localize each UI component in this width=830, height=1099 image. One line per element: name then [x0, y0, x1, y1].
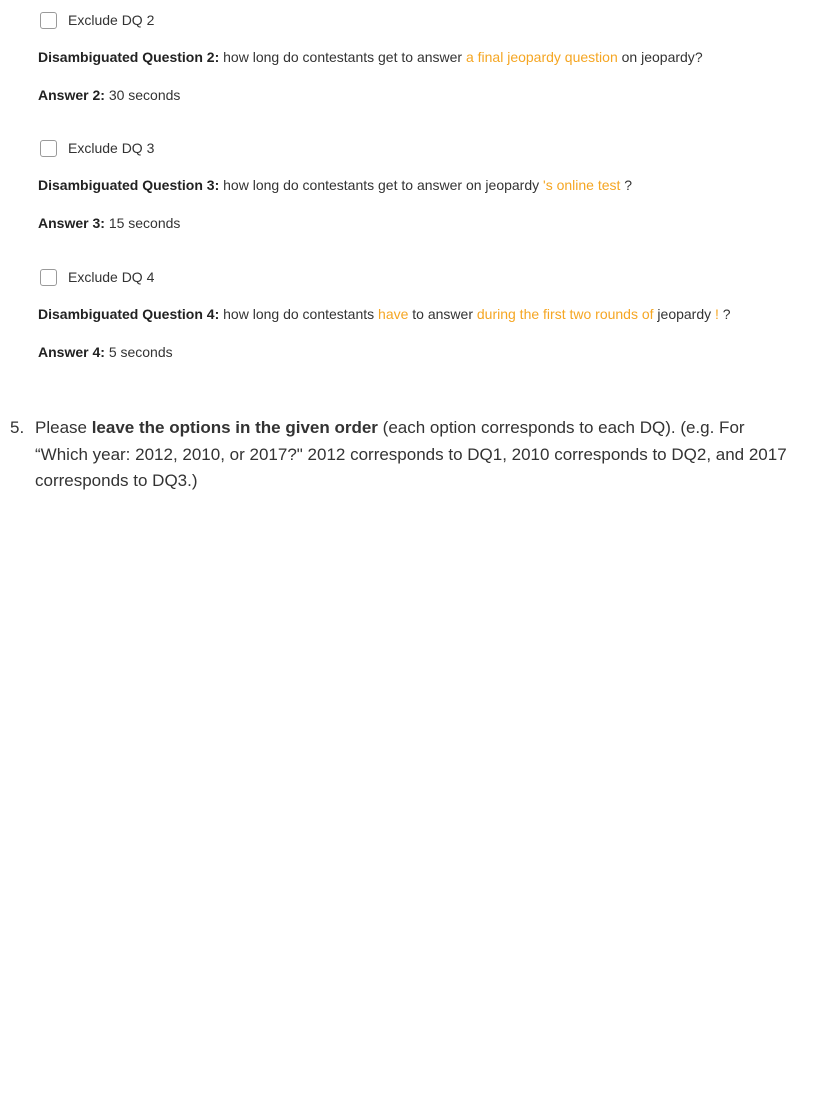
- question-4-part: ?: [722, 306, 731, 322]
- answer-3-value: 15 seconds: [108, 215, 181, 231]
- question-4-highlight: during the first two rounds of: [476, 306, 654, 322]
- question-4-part: to answer: [412, 306, 473, 322]
- question-3-highlight: 's online test: [543, 177, 621, 193]
- instruction-suffix: (each option corresponds to each DQ). (e.g. For “Which year: 2012, 2010, or 2017?" 2012 corresponds to DQ1, 2010 corresponds to DQ2, and 2017 corresponds to DQ3.): [35, 418, 787, 490]
- answer-4-label: Answer 4:: [38, 344, 105, 360]
- answer-2-label: Answer 2:: [38, 87, 105, 103]
- exclude-dq-3-option[interactable]: [38, 138, 154, 158]
- disambiguated-question-3: [38, 175, 632, 195]
- exclude-dq-3-checkbox[interactable]: [40, 140, 57, 157]
- question-4-part: how long do contestants: [223, 306, 375, 322]
- answer-4-value: 5 seconds: [108, 344, 173, 360]
- question-4-highlight: have: [378, 306, 409, 322]
- instruction-item-5: [10, 415, 790, 495]
- question-4-highlight: !: [715, 306, 719, 322]
- question-2-highlight: a final jeopardy question: [465, 49, 618, 65]
- exclude-dq-4-option[interactable]: [38, 267, 154, 287]
- answer-2-value: 30 seconds: [108, 87, 181, 103]
- instruction-bold: leave the options in the given order: [91, 418, 378, 437]
- exclude-dq-2-checkbox[interactable]: [40, 12, 57, 29]
- question-2-part: ?: [694, 49, 703, 65]
- question-2-part: on jeopardy: [621, 49, 695, 65]
- answer-4: [38, 342, 173, 362]
- question-2-label: Disambiguated Question 2:: [38, 49, 220, 65]
- exclude-dq-3-label[interactable]: Exclude DQ 3: [68, 140, 155, 156]
- disambiguated-question-4: [38, 304, 731, 324]
- answer-2: [38, 85, 180, 105]
- exclude-dq-4-label[interactable]: Exclude DQ 4: [68, 269, 155, 285]
- question-4-part: jeopardy: [657, 306, 712, 322]
- exclude-dq-4-checkbox[interactable]: [40, 269, 57, 286]
- question-2-part: how long do contestants get to answer: [223, 49, 463, 65]
- instruction-text: [35, 415, 790, 495]
- question-3-part: how long do contestants get to answer on jeopardy: [223, 177, 540, 193]
- instruction-prefix: Please: [35, 418, 92, 437]
- answer-3: [38, 213, 180, 233]
- instruction-number: 5.: [10, 418, 25, 437]
- exclude-dq-2-option[interactable]: [38, 10, 154, 30]
- question-4-label: Disambiguated Question 4:: [38, 306, 220, 322]
- disambiguated-question-2: [38, 47, 703, 67]
- exclude-dq-2-label[interactable]: Exclude DQ 2: [68, 12, 155, 28]
- question-3-part: ?: [624, 177, 633, 193]
- answer-3-label: Answer 3:: [38, 215, 105, 231]
- question-3-label: Disambiguated Question 3:: [38, 177, 220, 193]
